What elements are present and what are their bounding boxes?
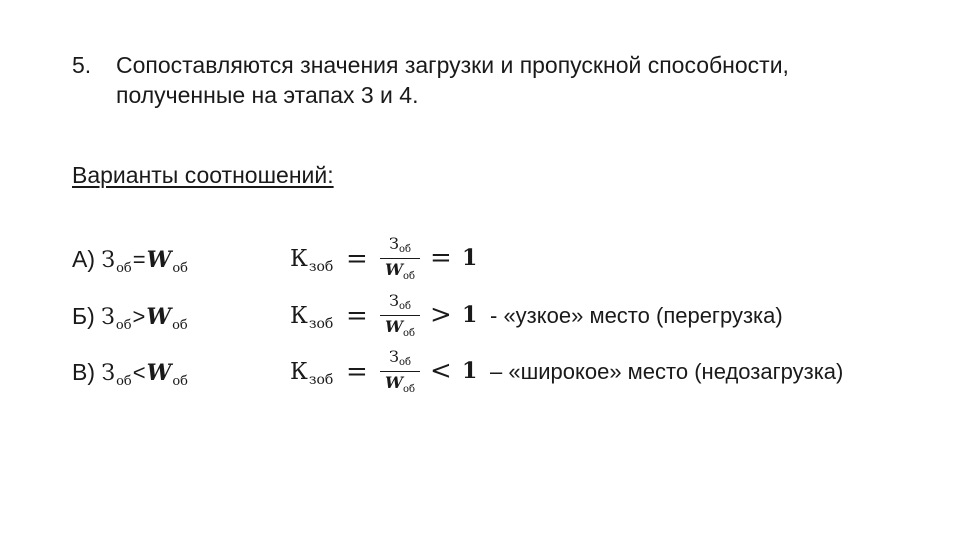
capacity-subscript: об xyxy=(172,374,188,389)
fraction-numerator xyxy=(376,347,424,370)
list-item-text-line-1: Сопоставляются значения загрузки и пропускной способности, xyxy=(116,52,789,78)
numerator-symbol: З xyxy=(388,347,399,366)
load-subscript: об xyxy=(115,318,132,333)
variant-condition xyxy=(72,301,188,336)
numerator-subscript: об xyxy=(398,301,411,312)
coefficient-subscript: зоб xyxy=(308,316,334,332)
coefficient-symbol xyxy=(290,303,334,332)
equals-sign: = xyxy=(346,244,368,274)
fraction-denominator xyxy=(376,317,424,340)
condition-relation: = xyxy=(132,247,146,272)
fraction-bar xyxy=(380,371,420,372)
capacity-symbol: W xyxy=(146,360,172,386)
list-item-text-line-2: полученные на этапах 3 и 4. xyxy=(116,82,419,108)
capacity-subscript: об xyxy=(172,318,188,333)
load-subscript: об xyxy=(116,261,132,276)
numerator-subscript: об xyxy=(398,357,411,368)
list-item-text xyxy=(116,50,892,110)
coefficient-relation: = xyxy=(430,243,452,273)
one-value: 1 xyxy=(462,358,478,384)
variant-condition xyxy=(72,244,188,279)
load-symbol: З xyxy=(101,361,116,386)
list-item-5 xyxy=(72,50,892,110)
variant-letter: В) xyxy=(72,359,95,385)
coefficient-subscript: зоб xyxy=(308,259,334,275)
load-subscript: об xyxy=(116,374,132,389)
fraction-bar xyxy=(380,315,420,316)
denominator-subscript: об xyxy=(402,384,415,395)
variant-letter: Б) xyxy=(72,303,95,329)
variant-row-b xyxy=(72,290,932,344)
equals-sign: = xyxy=(346,301,368,331)
denominator-symbol: W xyxy=(384,260,403,279)
coefficient-relation: < xyxy=(430,356,452,386)
fraction xyxy=(376,233,424,287)
load-symbol: З xyxy=(101,248,116,273)
condition-relation: < xyxy=(132,360,146,385)
numerator-subscript: об xyxy=(398,244,411,255)
fraction xyxy=(376,290,424,344)
equals-sign: = xyxy=(346,357,368,387)
fraction-numerator xyxy=(376,234,424,257)
denominator-symbol: W xyxy=(384,317,403,336)
variant-note: - «узкое» место (перегрузка) xyxy=(490,303,783,328)
variant-condition xyxy=(72,357,188,392)
numerator-symbol: З xyxy=(388,291,399,310)
fraction-denominator xyxy=(376,260,424,283)
numerator-symbol: З xyxy=(388,234,399,253)
denominator-subscript: об xyxy=(402,328,415,339)
capacity-symbol: W xyxy=(146,247,172,273)
load-symbol: З xyxy=(101,305,115,330)
fraction xyxy=(376,346,424,400)
denominator-symbol: W xyxy=(384,373,403,392)
variant-row-a xyxy=(72,233,932,287)
denominator-subscript: об xyxy=(402,271,415,282)
coefficient-letter: К xyxy=(290,246,308,272)
coefficient-relation: > xyxy=(430,300,452,330)
condition-relation: > xyxy=(132,304,146,329)
fraction-bar xyxy=(380,258,420,259)
capacity-subscript: об xyxy=(172,261,188,276)
coefficient-symbol xyxy=(290,359,334,388)
coefficient-letter: К xyxy=(290,359,308,385)
variant-row-c xyxy=(72,346,932,400)
coefficient-letter: К xyxy=(290,303,308,329)
capacity-symbol: W xyxy=(146,304,172,330)
fraction-numerator xyxy=(376,291,424,314)
variants-heading: Варианты соотношений: xyxy=(72,162,334,188)
fraction-denominator xyxy=(376,373,424,396)
coefficient-symbol xyxy=(290,246,334,275)
variant-note: – «широкое» место (недозагрузка) xyxy=(490,359,844,384)
one-value: 1 xyxy=(462,302,478,328)
variant-letter: А) xyxy=(72,246,95,272)
list-item-number: 5. xyxy=(72,52,92,78)
coefficient-subscript: зоб xyxy=(308,372,334,388)
one-value: 1 xyxy=(462,245,478,271)
